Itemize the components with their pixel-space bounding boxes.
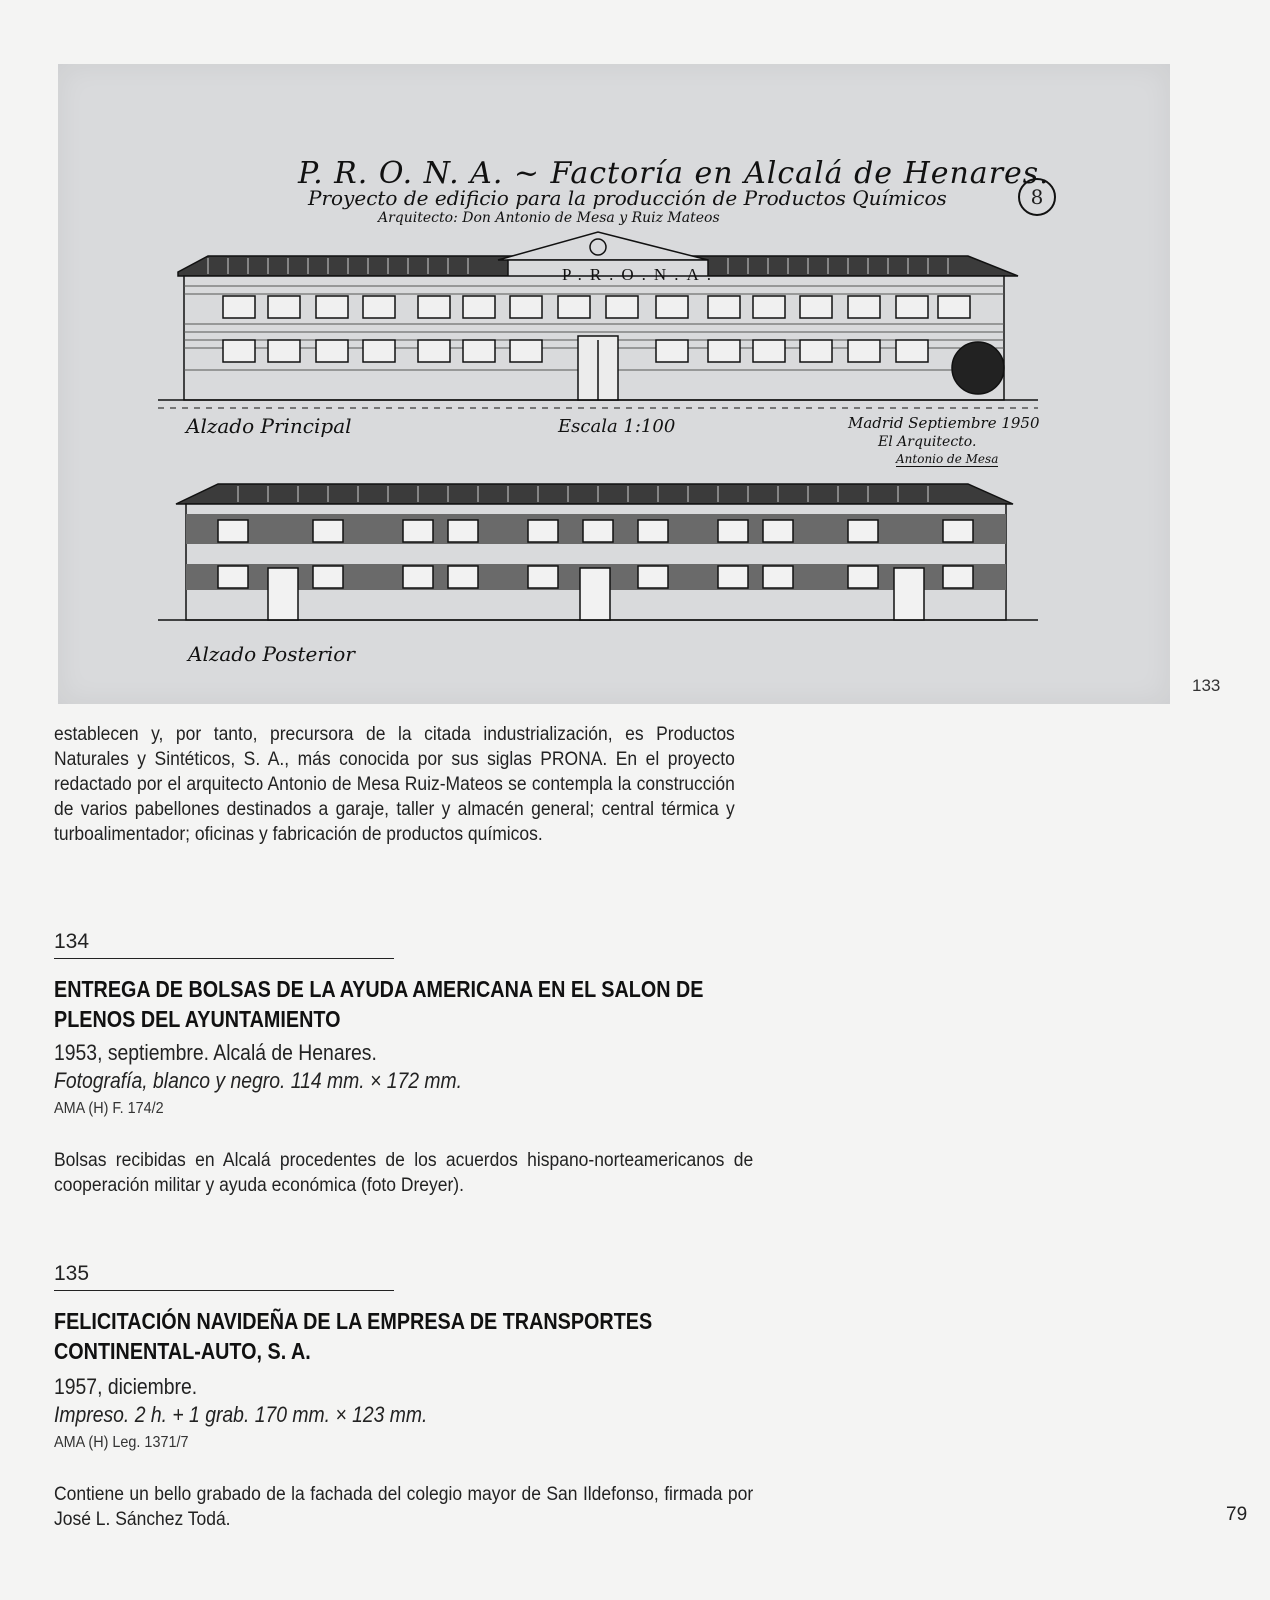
figure-entry-number: 133 [1192,676,1221,695]
entry-135-title: FELICITACIÓN NAVIDEÑA DE LA EMPRESA DE TRANSPORTES CONTINENTAL-AUTO, S. A. [54,1308,653,1364]
scale-label: Escala 1:100 [558,416,676,437]
architect-sign-label: El Arquitecto. [878,434,977,450]
entry-134-title: ENTREGA DE BOLSAS DE LA AYUDA AMERICANA EN EL SALON DE PLENOS DEL AYUNTAMIENTO [54,976,704,1032]
drawing-number-badge: 8 [1018,178,1056,216]
drawing-subtitle: Proyecto de edificio para la producción de Productos Químicos [308,186,947,210]
architect-signature: Antonio de Mesa [896,452,999,466]
entry-134-date: 1953, septiembre. Alcalá de Henares. [54,1040,377,1065]
entry-135-reference: AMA (H) Leg. 1371/7 [54,1434,189,1451]
intro-paragraph: establecen y, por tanto, precursora de la citada industrialización, es Productos Naturales y Sintéticos, S. A., más conocida por sus siglas PRONA. En el proyecto redactado por el arquitecto Antonio de Mesa Ruiz-Mateos se contempla la construcción de varios pabellones destinados a garaje, taller y almacén general; central térmica y turboalimentador; oficinas y fabricación de productos químicos. [54,724,735,845]
page-number: 79 [1226,1504,1248,1525]
rear-elevation-label: Alzado Posterior [188,642,355,666]
entry-135-format: Impreso. 2 h. + 1 grab. 170 mm. × 123 mm. [54,1402,428,1427]
place-date-label: Madrid Septiembre 1950 [848,414,1040,432]
entry-134-number: 134 [54,930,394,959]
entry-135-number: 135 [54,1262,394,1291]
facade-sign: P.R.O.N.A. [562,265,719,284]
entry-135-description: Contiene un bello grabado de la fachada del colegio mayor de San Ildefonso, firmada por José L. Sánchez Todá. [54,1484,754,1530]
entry-134-format: Fotografía, blanco y negro. 114 mm. × 172 mm. [54,1068,463,1093]
front-elevation-label: Alzado Principal [186,414,352,438]
entry-134-description: Bolsas recibidas en Alcalá procedentes de los acuerdos hispano-norteamericanos de cooperación militar y ayuda económica (foto Dreyer). [54,1150,754,1196]
entry-134-reference: AMA (H) F. 174/2 [54,1100,164,1117]
architectural-drawing [58,64,1170,704]
drawing-architect-line: Arquitecto: Don Antonio de Mesa y Ruiz Mateos [378,210,720,226]
entry-135-date: 1957, diciembre. [54,1374,198,1399]
drawing-title: P. R. O. N. A. ~ Factoría en Alcalá de Henares. [298,156,1050,191]
